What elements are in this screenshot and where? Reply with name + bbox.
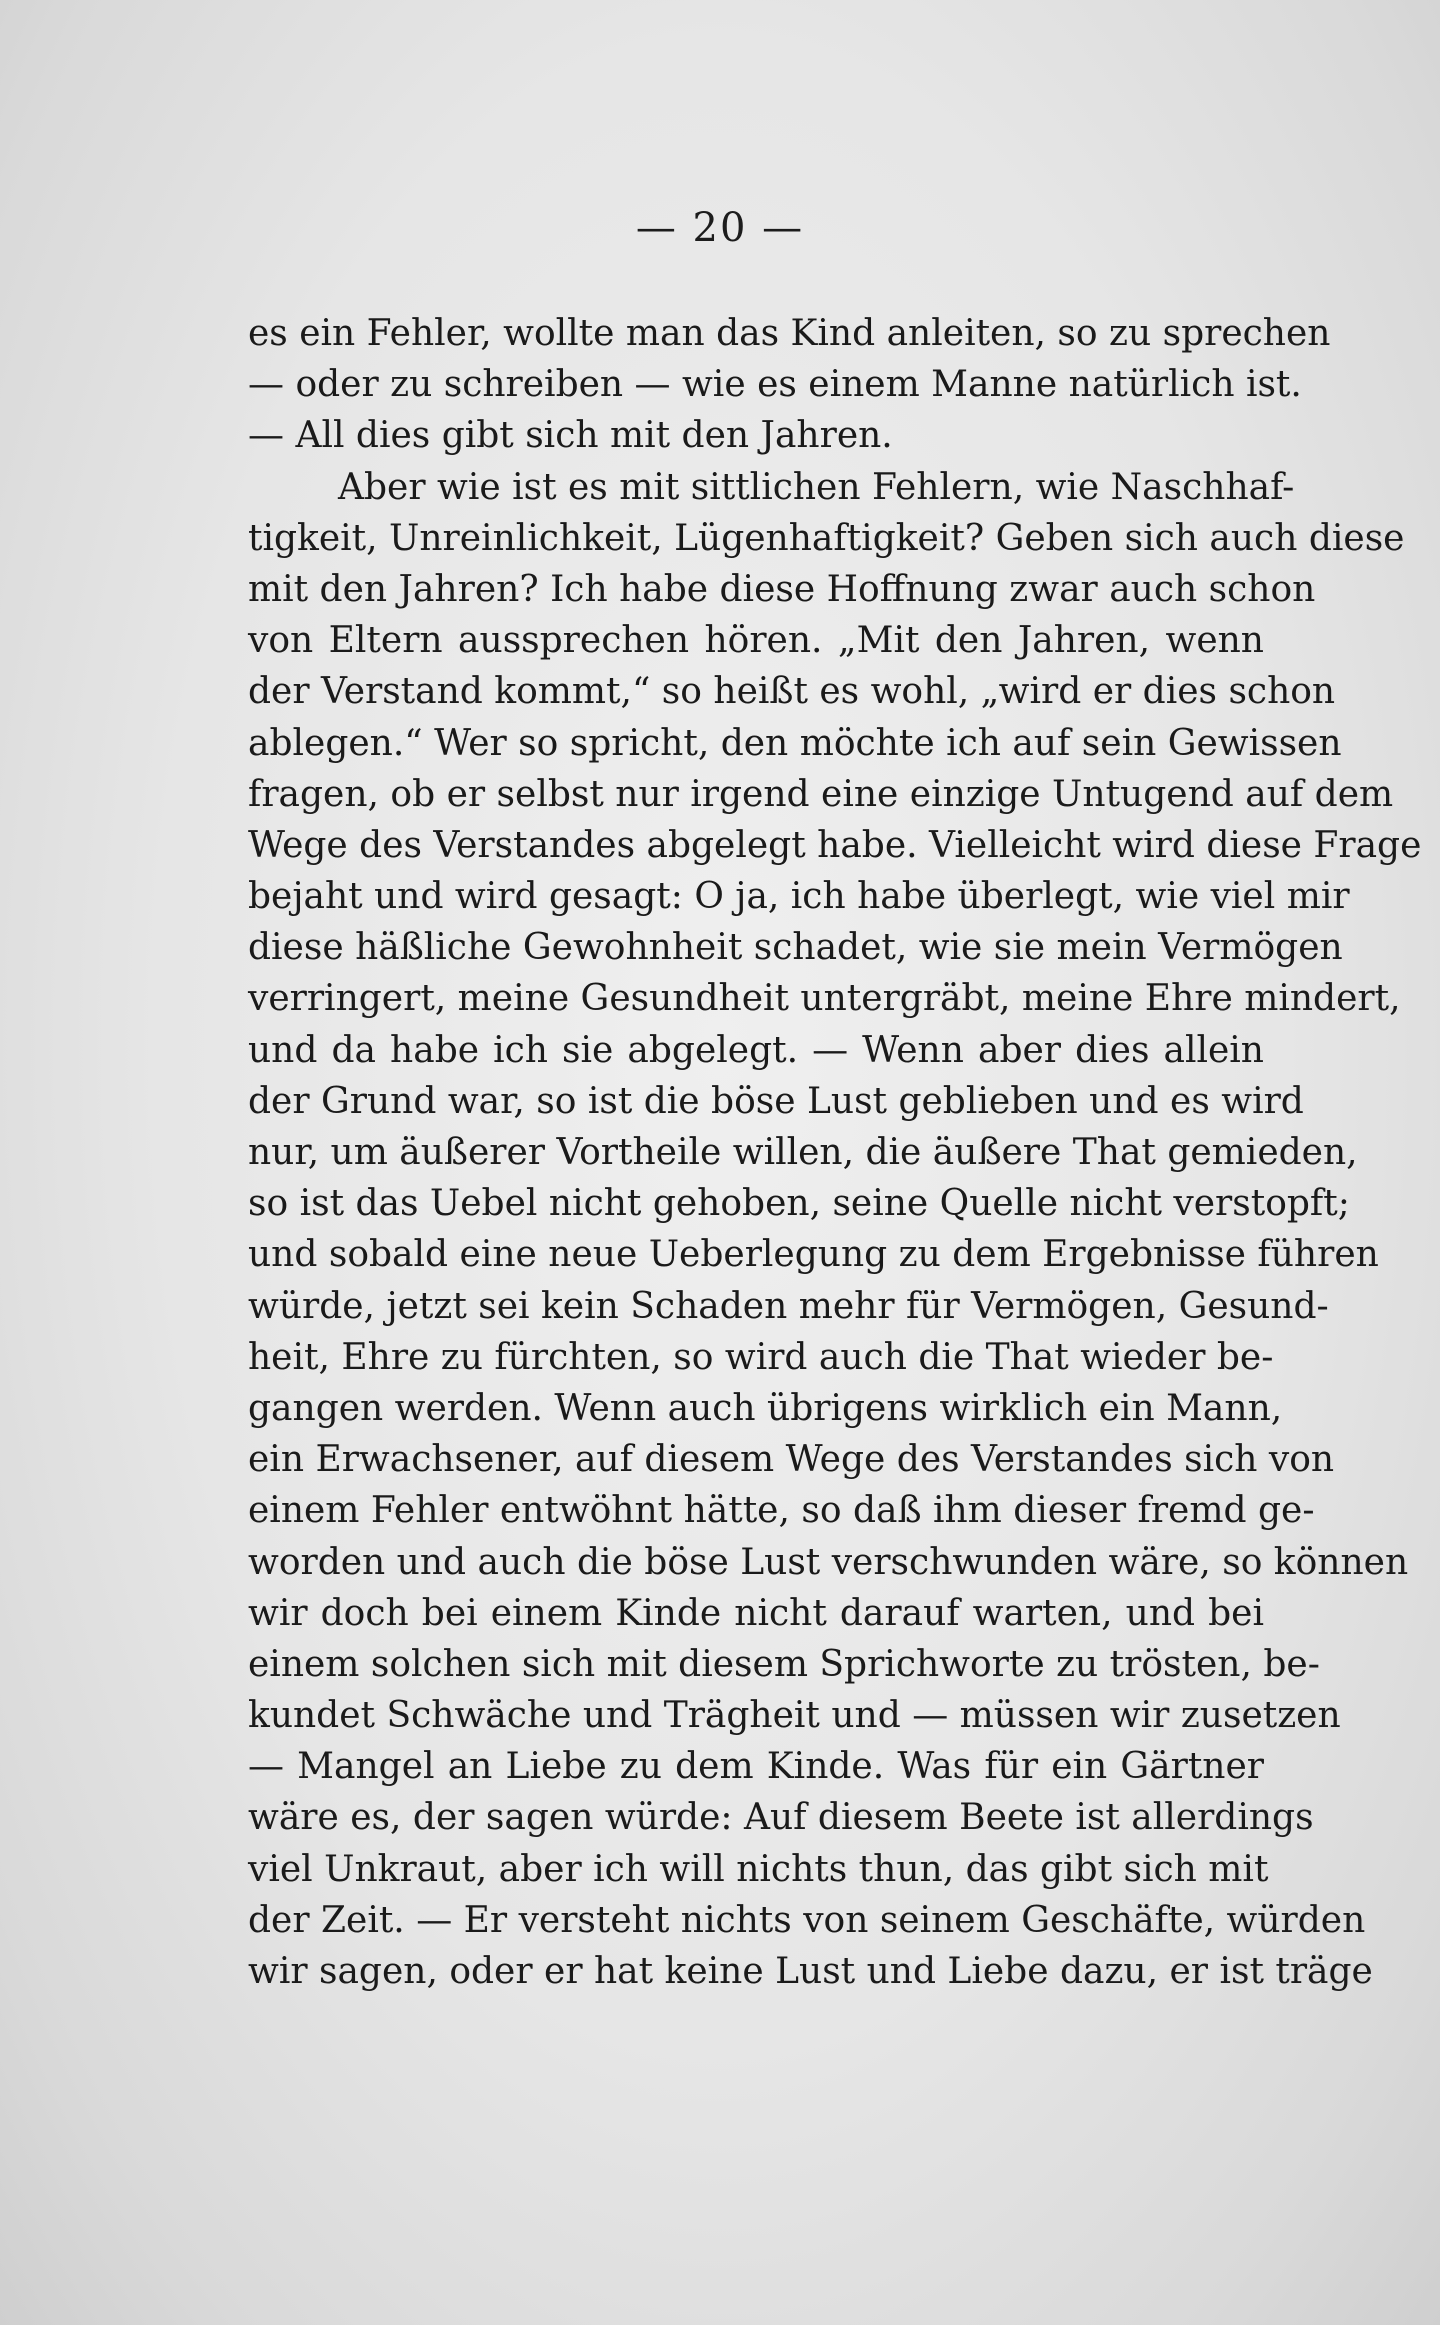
text-line: worden und auch die böse Lust verschwunden wäre, so können xyxy=(248,1541,1409,1583)
text-line: so ist das Uebel nicht gehoben, seine Quelle nicht verstopft; xyxy=(248,1183,1350,1225)
text-line: der Grund war, so ist die böse Lust geblieben und es wird xyxy=(248,1080,1304,1122)
page-number: — 20 — xyxy=(635,205,805,251)
text-line: Wege des Verstandes abgelegt habe. Vielleicht wird diese Frage xyxy=(248,824,1422,866)
text-line: verringert, meine Gesundheit untergräbt, meine Ehre mindert, xyxy=(248,978,1401,1020)
text-line: gangen werden. Wenn auch übrigens wirklich ein Mann, xyxy=(248,1387,1283,1429)
text-line: kundet Schwäche und Trägheit und — müssen wir zusetzen xyxy=(248,1695,1341,1737)
text-line: fragen, ob er selbst nur irgend eine einzige Untugend auf dem xyxy=(248,773,1394,815)
text-line: mit den Jahren? Ich habe diese Hoffnung zwar auch schon xyxy=(248,568,1316,610)
text-line: würde, jetzt sei kein Schaden mehr für Vermögen, Gesund- xyxy=(248,1285,1329,1327)
text-line: heit, Ehre zu fürchten, so wird auch die That wieder be- xyxy=(248,1336,1274,1378)
text-line: der Zeit. — Er versteht nichts von seinem Geschäfte, würden xyxy=(248,1899,1366,1941)
text-line: — oder zu schreiben — wie es einem Manne natürlich ist. xyxy=(248,364,1302,406)
text-line: bejaht und wird gesagt: O ja, ich habe überlegt, wie viel mir xyxy=(248,876,1350,918)
text-line: einem Fehler entwöhnt hätte, so daß ihm dieser fremd ge- xyxy=(248,1490,1315,1532)
body-text xyxy=(248,308,1422,1997)
text-line: tigkeit, Unreinlichkeit, Lügenhaftigkeit? Geben sich auch diese xyxy=(248,517,1405,559)
text-line: der Verstand kommt,“ so heißt es wohl, „wird er dies schon xyxy=(248,671,1336,713)
text-line: nur, um äußerer Vortheile willen, die äußere That gemieden, xyxy=(248,1132,1358,1173)
text-line: wäre es, der sagen würde: Auf diesem Beete ist allerdings xyxy=(248,1797,1314,1839)
text-line: und da habe ich sie abgelegt. — Wenn aber dies allein xyxy=(248,1029,1264,1071)
text-line: einem solchen sich mit diesem Sprichworte zu trösten, be- xyxy=(248,1643,1320,1685)
text-line: viel Unkraut, aber ich will nichts thun, das gibt sich mit xyxy=(248,1848,1269,1890)
text-line: ablegen.“ Wer so spricht, den möchte ich auf sein Gewissen xyxy=(248,722,1342,764)
text-line: ein Erwachsener, auf diesem Wege des Verstandes sich von xyxy=(248,1439,1335,1481)
text-line: von Eltern aussprechen hören. „Mit den Jahren, wenn xyxy=(248,620,1264,662)
text-line: wir doch bei einem Kinde nicht darauf warten, und bei xyxy=(248,1592,1264,1634)
text-line: — Mangel an Liebe zu dem Kinde. Was für ein Gärtner xyxy=(248,1746,1264,1788)
text-line: es ein Fehler, wollte man das Kind anleiten, so zu sprechen xyxy=(248,313,1331,354)
text-line: und sobald eine neue Ueberlegung zu dem Ergebnisse führen xyxy=(248,1234,1379,1276)
text-line: diese häßliche Gewohnheit schadet, wie sie mein Vermögen xyxy=(248,927,1343,969)
text-line: wir sagen, oder er hat keine Lust und Liebe dazu, er ist träge xyxy=(248,1951,1373,1992)
text-line: — All dies gibt sich mit den Jahren. xyxy=(248,415,893,457)
text-line: Aber wie ist es mit sittlichen Fehlern, wie Naschhaf- xyxy=(338,466,1295,508)
